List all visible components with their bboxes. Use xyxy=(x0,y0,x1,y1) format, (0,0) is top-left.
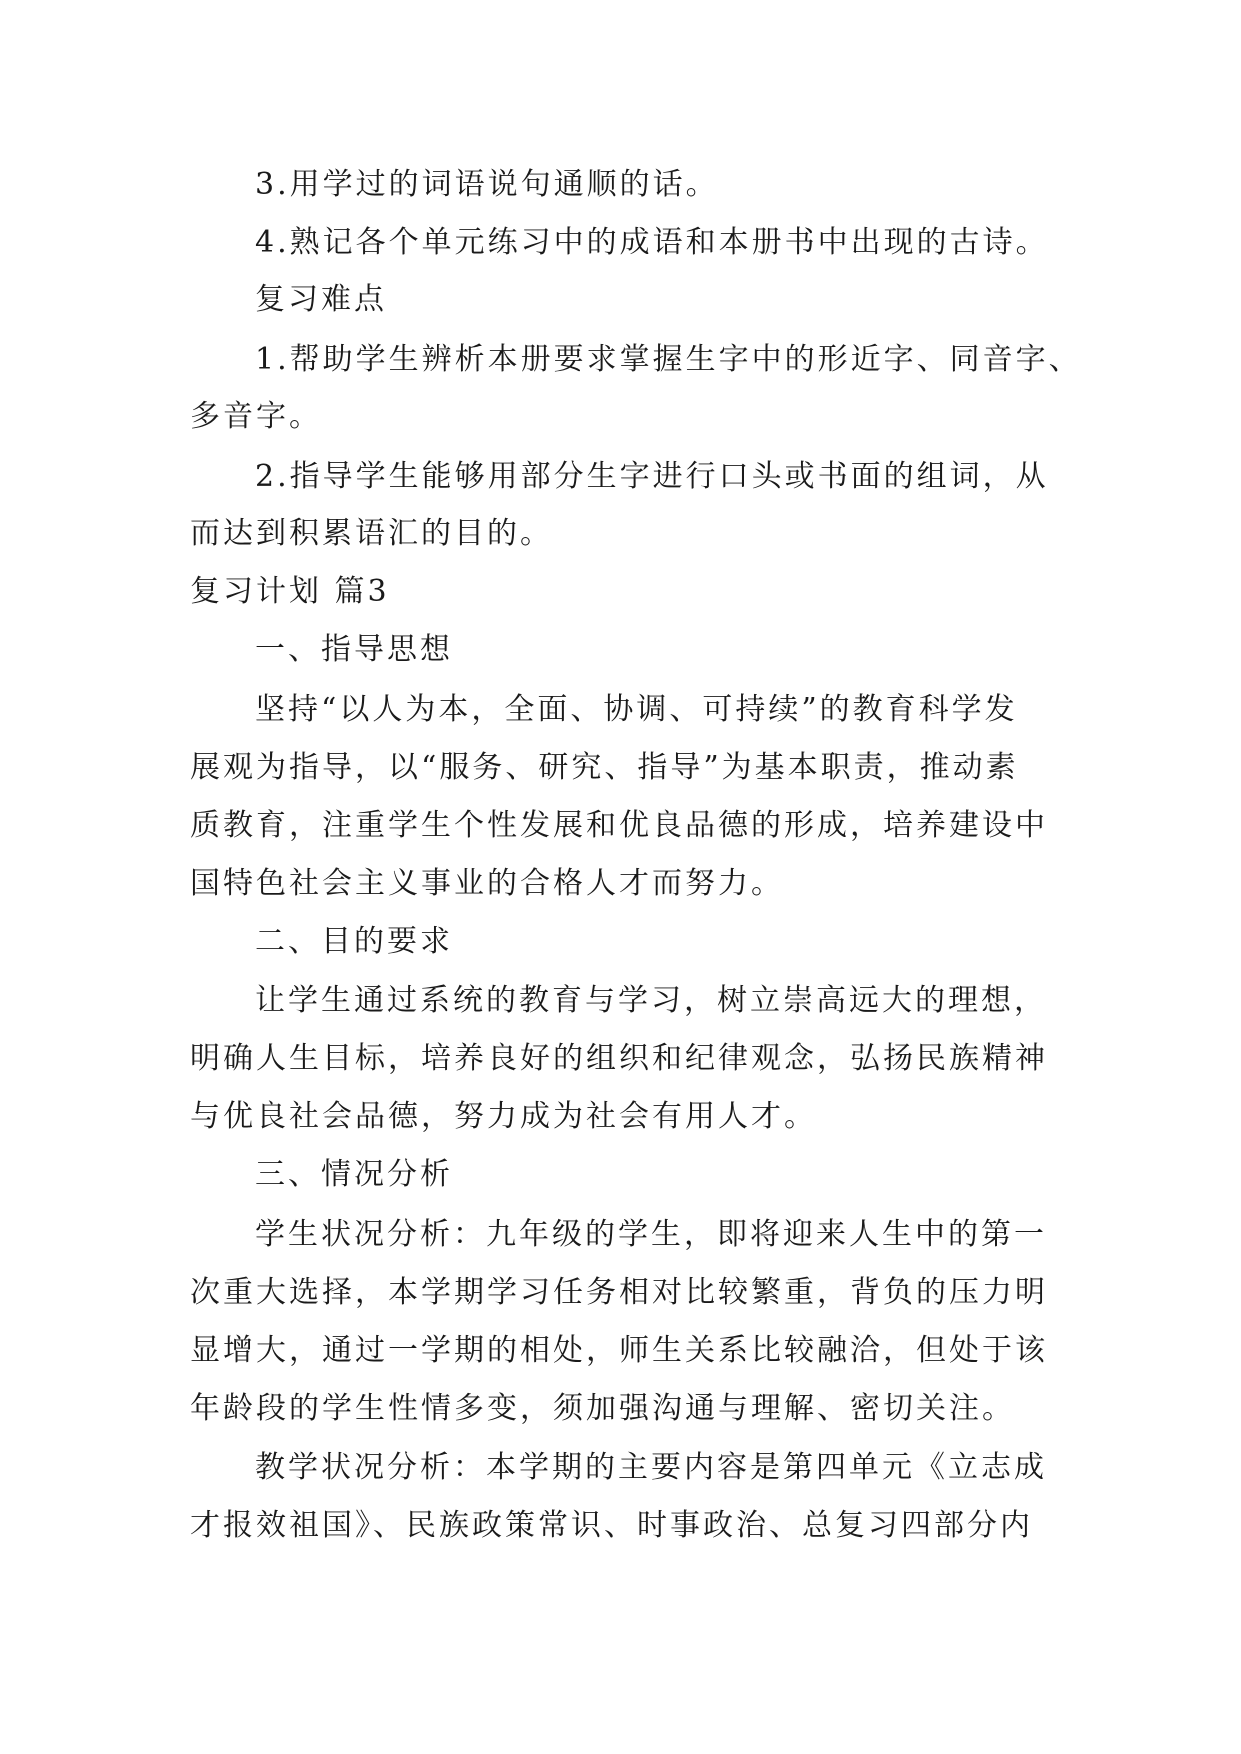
paragraph-line: 质教育，注重学生个性发展和优良品德的形成，培养建设中 xyxy=(190,808,1048,843)
paragraph-line: 国特色社会主义事业的合格人才而努力。 xyxy=(190,866,784,901)
paragraph-line: 让学生通过系统的教育与学习，树立崇高远大的理想， xyxy=(255,983,1047,1018)
paragraph-line: 2.指导学生能够用部分生字进行口头或书面的组词，从 xyxy=(255,459,1049,494)
paragraph-line: 而达到积累语汇的目的。 xyxy=(190,516,553,551)
list-item-4: 4.熟记各个单元练习中的成语和本册书中出现的古诗。 xyxy=(255,225,1049,260)
section-heading: 二、目的要求 xyxy=(255,924,453,959)
paragraph-line: 1.帮助学生辨析本册要求掌握生字中的形近字、同音字、 xyxy=(255,342,1082,377)
paragraph-line: 学生状况分析：九年级的学生，即将迎来人生中的第一 xyxy=(255,1217,1047,1252)
article-title: 复习计划 篇3 xyxy=(190,574,390,609)
section-heading: 一、指导思想 xyxy=(255,632,453,667)
paragraph-line: 才报效祖国》、民族政策常识、时事政治、总复习四部分内 xyxy=(190,1508,1033,1543)
section-heading-review-difficulty: 复习难点 xyxy=(255,282,387,317)
paragraph-line: 明确人生目标，培养良好的组织和纪律观念，弘扬民族精神 xyxy=(190,1041,1048,1076)
paragraph-line: 多音字。 xyxy=(190,399,322,434)
paragraph-line: 与优良社会品德，努力成为社会有用人才。 xyxy=(190,1099,817,1134)
paragraph-line: 次重大选择，本学期学习任务相对比较繁重，背负的压力明 xyxy=(190,1275,1048,1310)
paragraph-line: 显增大，通过一学期的相处，师生关系比较融洽，但处于该 xyxy=(190,1333,1048,1368)
paragraph-line: 年龄段的学生性情多变，须加强沟通与理解、密切关注。 xyxy=(190,1391,1015,1426)
list-item-3: 3.用学过的词语说句通顺的话。 xyxy=(255,167,719,202)
paragraph-line: 展观为指导，以“服务、研究、指导”为基本职责，推动素 xyxy=(190,750,1019,785)
section-heading: 三、情况分析 xyxy=(255,1157,453,1192)
paragraph-line: 坚持“以人为本，全面、协调、可持续”的教育科学发 xyxy=(255,692,1018,727)
paragraph-line: 教学状况分析：本学期的主要内容是第四单元《立志成 xyxy=(255,1450,1047,1485)
